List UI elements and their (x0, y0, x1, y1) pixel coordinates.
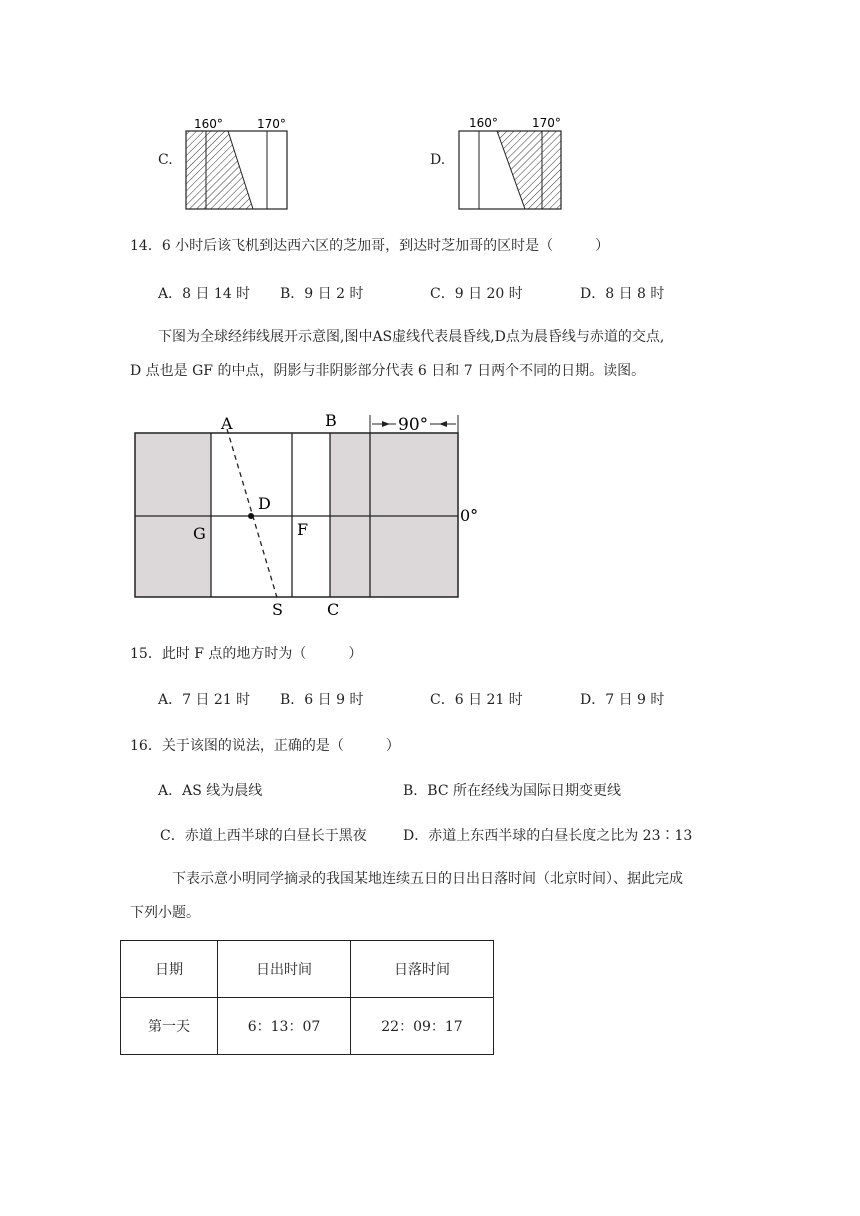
q14-option-b: B．9 日 2 时 (280, 286, 364, 302)
table-cell-sunrise: 6：13：07 (218, 998, 351, 1055)
label-d: D (258, 494, 271, 513)
q15-option-d: D．7 日 9 时 (580, 692, 665, 708)
intro1-line1: 下图为全球经纬线展开示意图,图中AS虚线代表晨昏线,D点为晨昏线与赤道的交点, (158, 329, 665, 345)
label-g: G (193, 524, 206, 543)
label-s: S (272, 600, 283, 619)
point-d (248, 513, 254, 519)
option-d-label: D. (430, 152, 446, 168)
table-cell-date: 第一天 (121, 998, 218, 1055)
shaded-region-right (330, 433, 458, 597)
intro2-line1: 下表示意小明同学摘录的我国某地连续五日的日出日落时间（北京时间）、据此完成 (172, 871, 683, 887)
q16-stem: 16．关于该图的说法，正确的是（ ） (130, 738, 400, 754)
q16-option-b: B．BC 所在经线为国际日期变更线 (403, 783, 621, 799)
option-c-label: C. (158, 152, 173, 168)
q16-option-d: D．赤道上东西半球的白昼长度之比为 23∶13 (403, 828, 693, 844)
q16-option-a: A．AS 线为晨线 (158, 783, 263, 799)
q15-stem: 15．此时 F 点的地方时为（ ） (130, 646, 363, 662)
q15-option-c: C．6 日 21 时 (430, 692, 523, 708)
label-f: F (297, 520, 309, 539)
option-d-lon-left: 160° (469, 116, 498, 130)
intro2-line2: 下列小题。 (130, 905, 200, 921)
label-b: B (325, 411, 337, 430)
table-header-date: 日期 (121, 941, 218, 998)
table-header-row (121, 941, 494, 998)
option-c-lon-left: 160° (194, 117, 223, 131)
option-c-lon-right: 170° (257, 117, 286, 131)
q16-option-c: C．赤道上西半球的白昼长于黑夜 (160, 828, 367, 844)
table-row (121, 998, 494, 1055)
shaded-region-left (135, 433, 211, 597)
option-c-diagram (180, 112, 295, 214)
label-a: A (221, 414, 233, 433)
q15-option-b: B．6 日 9 时 (280, 692, 364, 708)
q14-option-c: C．9 日 20 时 (430, 286, 523, 302)
intro1-line2: D 点也是 GF 的中点，阴影与非阴影部分代表 6 日和 7 日两个不同的日期。读图。 (130, 363, 646, 379)
q14-option-d: D．8 日 8 时 (580, 286, 665, 302)
span-90-label: 90° (398, 415, 429, 435)
lat-lon-figure (120, 405, 490, 620)
label-equator: 0° (460, 506, 479, 525)
q15-option-a: A．7 日 21 时 (158, 692, 251, 708)
label-c: C (327, 600, 340, 619)
q14-stem: 14．6 小时后该飞机到达西六区的芝加哥，到达时芝加哥的区时是（ ） (130, 238, 610, 254)
option-d-lon-right: 170° (532, 116, 561, 130)
q14-option-a: A．8 日 14 时 (158, 286, 251, 302)
sunrise-sunset-table (120, 940, 494, 1055)
table-header-sunset: 日落时间 (351, 941, 494, 998)
table-cell-sunset: 22：09：17 (351, 998, 494, 1055)
option-d-diagram (455, 112, 570, 214)
table-header-sunrise: 日出时间 (218, 941, 351, 998)
